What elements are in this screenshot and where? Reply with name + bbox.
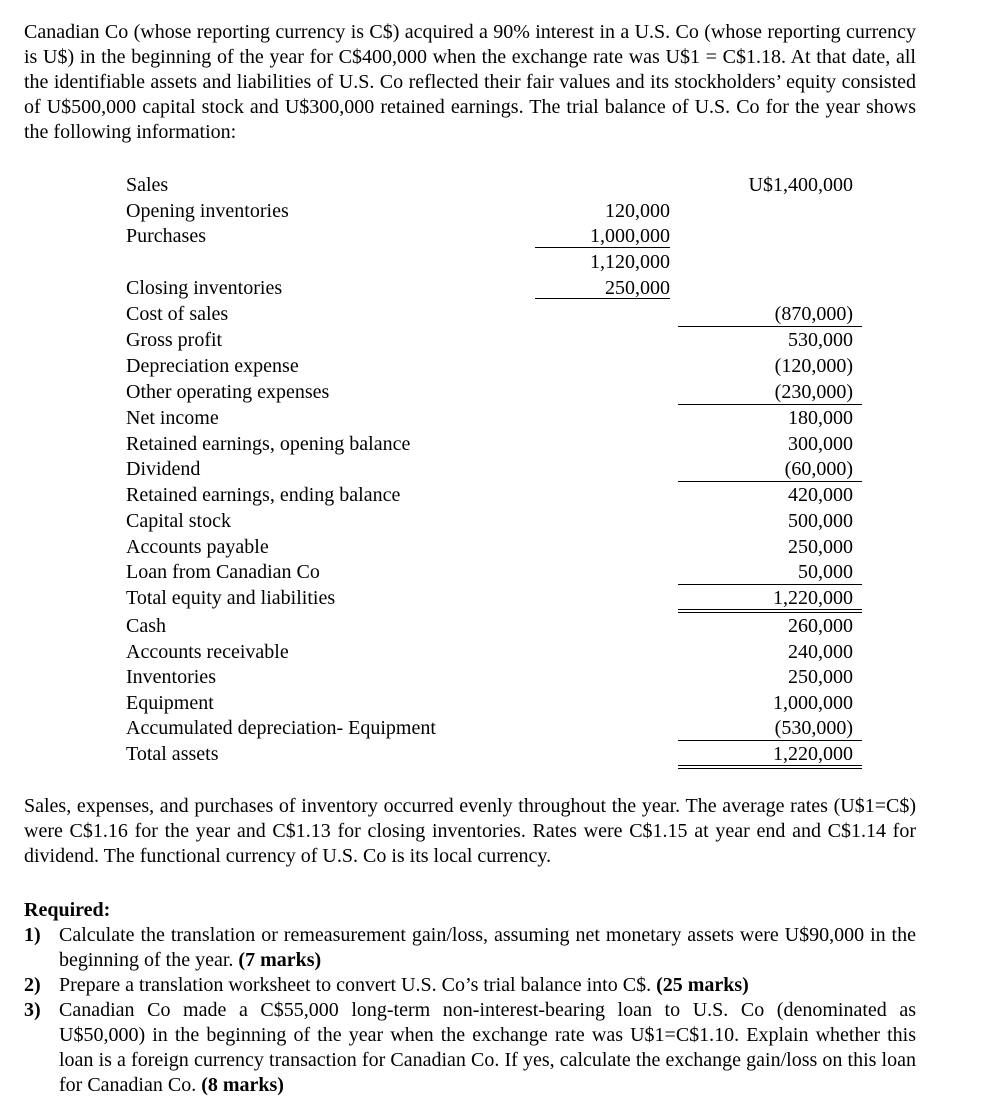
double-rule	[678, 765, 862, 766]
col2-value: 180,000	[788, 407, 853, 429]
row-label: Inventories	[126, 666, 216, 688]
table-row	[0, 585, 1004, 611]
question-marks: (25 marks)	[656, 974, 749, 996]
col1-value: 1,120,000	[590, 251, 670, 273]
question-text: Calculate the translation or remeasurement gain/loss, assuming net monetary assets were U$90,000 in the beginning of the year.	[59, 924, 916, 971]
table-row	[0, 534, 1004, 560]
table-row	[0, 172, 1004, 198]
subtotal-rule	[678, 326, 862, 327]
table-row	[0, 664, 1004, 690]
table-row	[0, 275, 1004, 301]
table-row	[0, 353, 1004, 379]
row-label: Gross profit	[126, 329, 223, 351]
table-row	[0, 741, 1004, 767]
question-text: Canadian Co made a C$55,000 long-term non-interest-bearing loan to U.S. Co (denominated as U$50,000) in the beginning of the year when the exchange rate was U$1=C$1.10. Explain whether this loan is a foreign currency transaction for Canadian Co. If yes, calculate the exchange gain/loss on this loan for Canadian Co.	[59, 999, 916, 1096]
row-label: Equipment	[126, 692, 214, 714]
table-row	[0, 639, 1004, 665]
table-row	[0, 482, 1004, 508]
question-item	[24, 973, 916, 998]
col1-value: 250,000	[605, 277, 670, 299]
col2-value: 250,000	[788, 666, 853, 688]
required-heading: Required:	[24, 899, 111, 921]
table-row	[0, 613, 1004, 639]
col1-value: 120,000	[605, 200, 670, 222]
question-number: 1)	[24, 924, 41, 946]
col2-value: 1,220,000	[773, 743, 853, 765]
row-label: Cash	[126, 615, 166, 637]
table-row	[0, 249, 1004, 275]
question-item	[24, 923, 916, 973]
subtotal-rule	[678, 740, 862, 741]
col2-value: 530,000	[788, 329, 853, 351]
row-label: Sales	[126, 174, 169, 196]
row-label: Cost of sales	[126, 303, 229, 325]
subtotal-rule	[678, 481, 862, 482]
row-label: Accumulated depreciation- Equipment	[126, 717, 436, 739]
subtotal-rule	[678, 404, 862, 405]
row-label: Other operating expenses	[126, 381, 330, 403]
double-rule	[678, 612, 862, 613]
intro-paragraph: Canadian Co (whose reporting currency is C$) acquired a 90% interest in a U.S. Co (whose reporting currency is U$) in the beginning of the year for C$400,000 when the exchange rate was U$1 = C$1.18. At that date, all the identifiable assets and liabilities of U.S. Co reflected their fair values and its stockholders’ equity consisted of U$500,000 capital stock and U$300,000 retained earnings. The trial balance of U.S. Co for the year shows the following information:	[24, 21, 916, 143]
required-section	[24, 898, 916, 1098]
table-row	[0, 379, 1004, 405]
row-label: Closing inventories	[126, 277, 283, 299]
question-item	[24, 998, 916, 1098]
row-label: Total assets	[126, 743, 219, 765]
col1-value: 1,000,000	[590, 225, 670, 247]
col2-value: (230,000)	[774, 381, 853, 403]
row-label: Net income	[126, 407, 219, 429]
table-row	[0, 301, 1004, 327]
question-marks: (7 marks)	[238, 949, 322, 971]
subtotal-rule	[678, 584, 862, 585]
row-label: Purchases	[126, 225, 206, 247]
col2-value: (870,000)	[774, 303, 853, 325]
question-text: Prepare a translation worksheet to convert U.S. Co’s trial balance into C$.	[59, 974, 652, 996]
question-marks: (8 marks)	[201, 1074, 284, 1096]
table-row	[0, 431, 1004, 457]
row-label: Opening inventories	[126, 200, 289, 222]
rates-paragraph: Sales, expenses, and purchases of inventory occurred evenly throughout the year. The average rates (U$1=C$) were C$1.16 for the year and C$1.13 for closing inventories. Rates were C$1.15 at year end and C$1.14 for dividend. The functional currency of U.S. Co is its local currency.	[24, 795, 916, 867]
table-row	[0, 508, 1004, 534]
table-row	[0, 690, 1004, 716]
col2-value: 50,000	[798, 561, 853, 583]
col2-value: (120,000)	[774, 355, 853, 377]
row-label: Capital stock	[126, 510, 231, 532]
double-rule	[678, 768, 862, 769]
row-label: Loan from Canadian Co	[126, 561, 320, 583]
col2-value: 300,000	[788, 433, 853, 455]
col2-value: 500,000	[788, 510, 853, 532]
subtotal-rule	[535, 247, 670, 248]
col2-value: 1,220,000	[773, 587, 853, 609]
row-label: Retained earnings, opening balance	[126, 433, 411, 455]
col2-value: 250,000	[788, 536, 853, 558]
question-number: 2)	[24, 974, 41, 996]
row-label: Total equity and liabilities	[126, 587, 336, 609]
row-label: Accounts payable	[126, 536, 269, 558]
col2-value: U$1,400,000	[748, 174, 853, 196]
col2-value: 420,000	[788, 484, 853, 506]
table-row	[0, 559, 1004, 585]
table-row	[0, 715, 1004, 741]
table-row	[0, 456, 1004, 482]
row-label: Retained earnings, ending balance	[126, 484, 401, 506]
col2-value: (530,000)	[774, 717, 853, 739]
row-label: Depreciation expense	[126, 355, 299, 377]
question-number: 3)	[24, 999, 41, 1021]
table-row	[0, 405, 1004, 431]
col2-value: 240,000	[788, 641, 853, 663]
table-row	[0, 198, 1004, 224]
row-label: Accounts receivable	[126, 641, 289, 663]
col2-value: 1,000,000	[773, 692, 853, 714]
col2-value: 260,000	[788, 615, 853, 637]
subtotal-rule	[535, 298, 670, 299]
table-row	[0, 327, 1004, 353]
table-row	[0, 223, 1004, 249]
double-rule	[678, 609, 862, 610]
row-label: Dividend	[126, 458, 201, 480]
col2-value: (60,000)	[784, 458, 853, 480]
